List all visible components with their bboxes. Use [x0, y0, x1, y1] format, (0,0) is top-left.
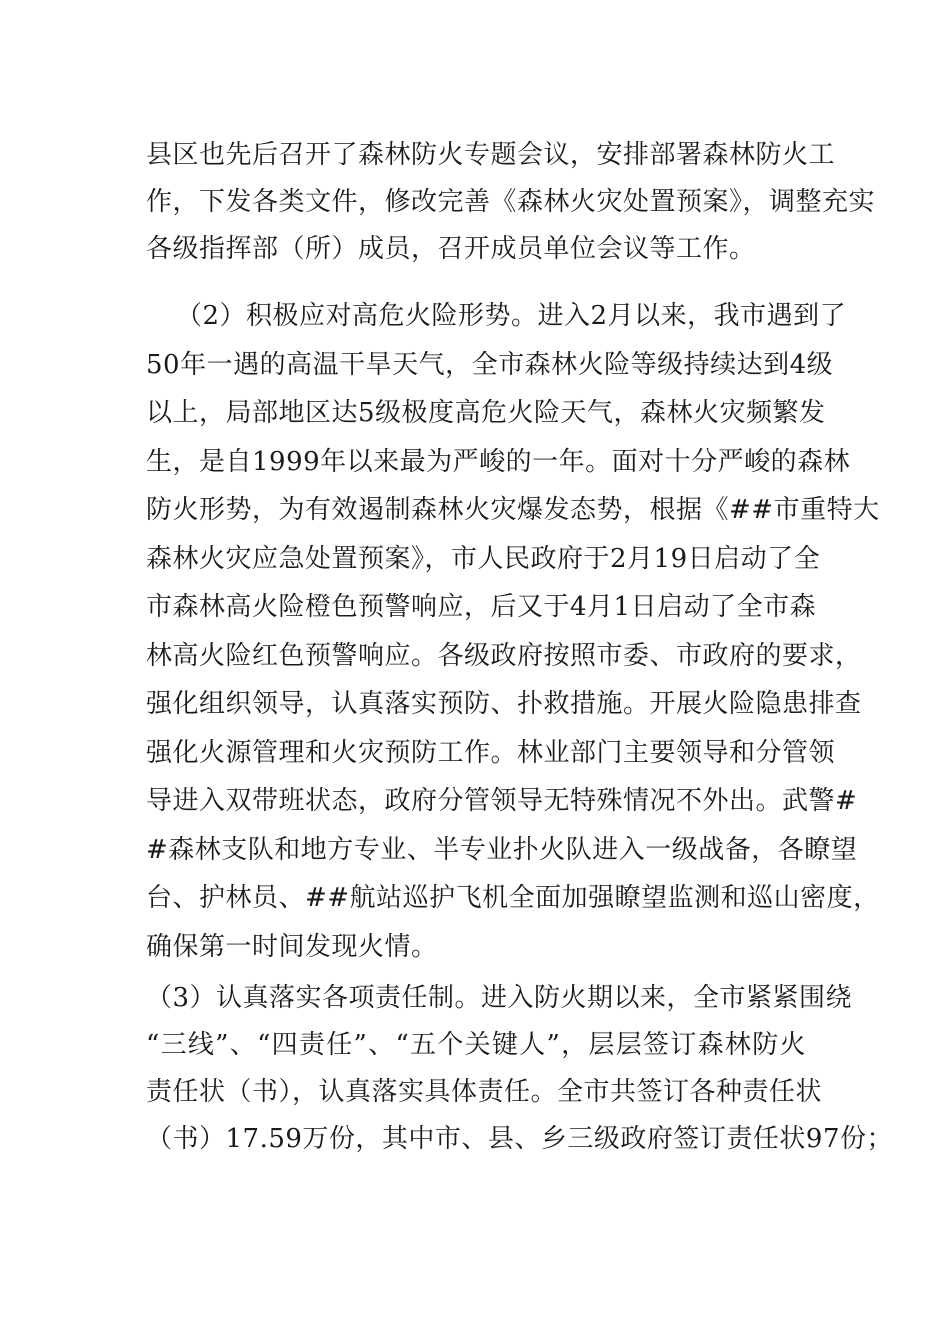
text-line: 导进入双带班状态，政府分管领导无特殊情况不外出。武警# — [146, 786, 858, 816]
text-line: 以上，局部地区达5级极度高危火险天气，森林火灾频繁发 — [146, 398, 826, 428]
text-line: 县区也先后召开了森林防火专题会议，安排部署森林防火工 — [146, 140, 836, 170]
text-line: 生，是自1999年以来最为严峻的一年。面对十分严峻的森林 — [146, 447, 851, 477]
text-line: 作，下发各类文件，修改完善《森林火灾处置预案》，调整充实 — [146, 187, 876, 217]
text-line: 市森林高火险橙色预警响应，后又于4月1日启动了全市森 — [146, 592, 817, 622]
text-line: 森林火灾应急处置预案》，市人民政府于2月19日启动了全 — [146, 544, 821, 574]
text-line: “三线”、“四责任”、“五个关键人”，层层签订森林防火 — [146, 1030, 806, 1060]
text-line: 强化组织领导，认真落实预防、扑救措施。开展火险隐患排查 — [146, 689, 862, 719]
text-line: 责任状（书），认真落实具体责任。全市共签订各种责任状 — [146, 1077, 823, 1107]
text-line: 50年一遇的高温干旱天气，全市森林火险等级持续达到4级 — [146, 350, 834, 380]
text-line: 林高火险红色预警响应。各级政府按照市委、市政府的要求， — [146, 641, 862, 671]
text-line: 台、护林员、##航站巡护飞机全面加强瞭望监测和巡山密度， — [146, 883, 880, 913]
text-line: （2）积极应对高危火险形势。进入2月以来，我市遇到了 — [176, 301, 847, 331]
text-line: （书）17.59万份，其中市、县、乡三级政府签订责任状97份； — [146, 1124, 894, 1154]
text-line: 强化火源管理和火灾预防工作。林业部门主要领导和分管领 — [146, 738, 836, 768]
text-line: （3）认真落实各项责任制。进入防火期以来，全市紧紧围绕 — [146, 983, 853, 1013]
text-line: 各级指挥部（所）成员，召开成员单位会议等工作。 — [146, 234, 756, 264]
text-line: 确保第一时间发现火情。 — [146, 932, 438, 962]
text-line: #森林支队和地方专业、半专业扑火队进入一级战备，各瞭望 — [146, 835, 858, 865]
text-line: 防火形势，为有效遏制森林火灾爆发态势，根据《##市重特大 — [146, 495, 880, 525]
